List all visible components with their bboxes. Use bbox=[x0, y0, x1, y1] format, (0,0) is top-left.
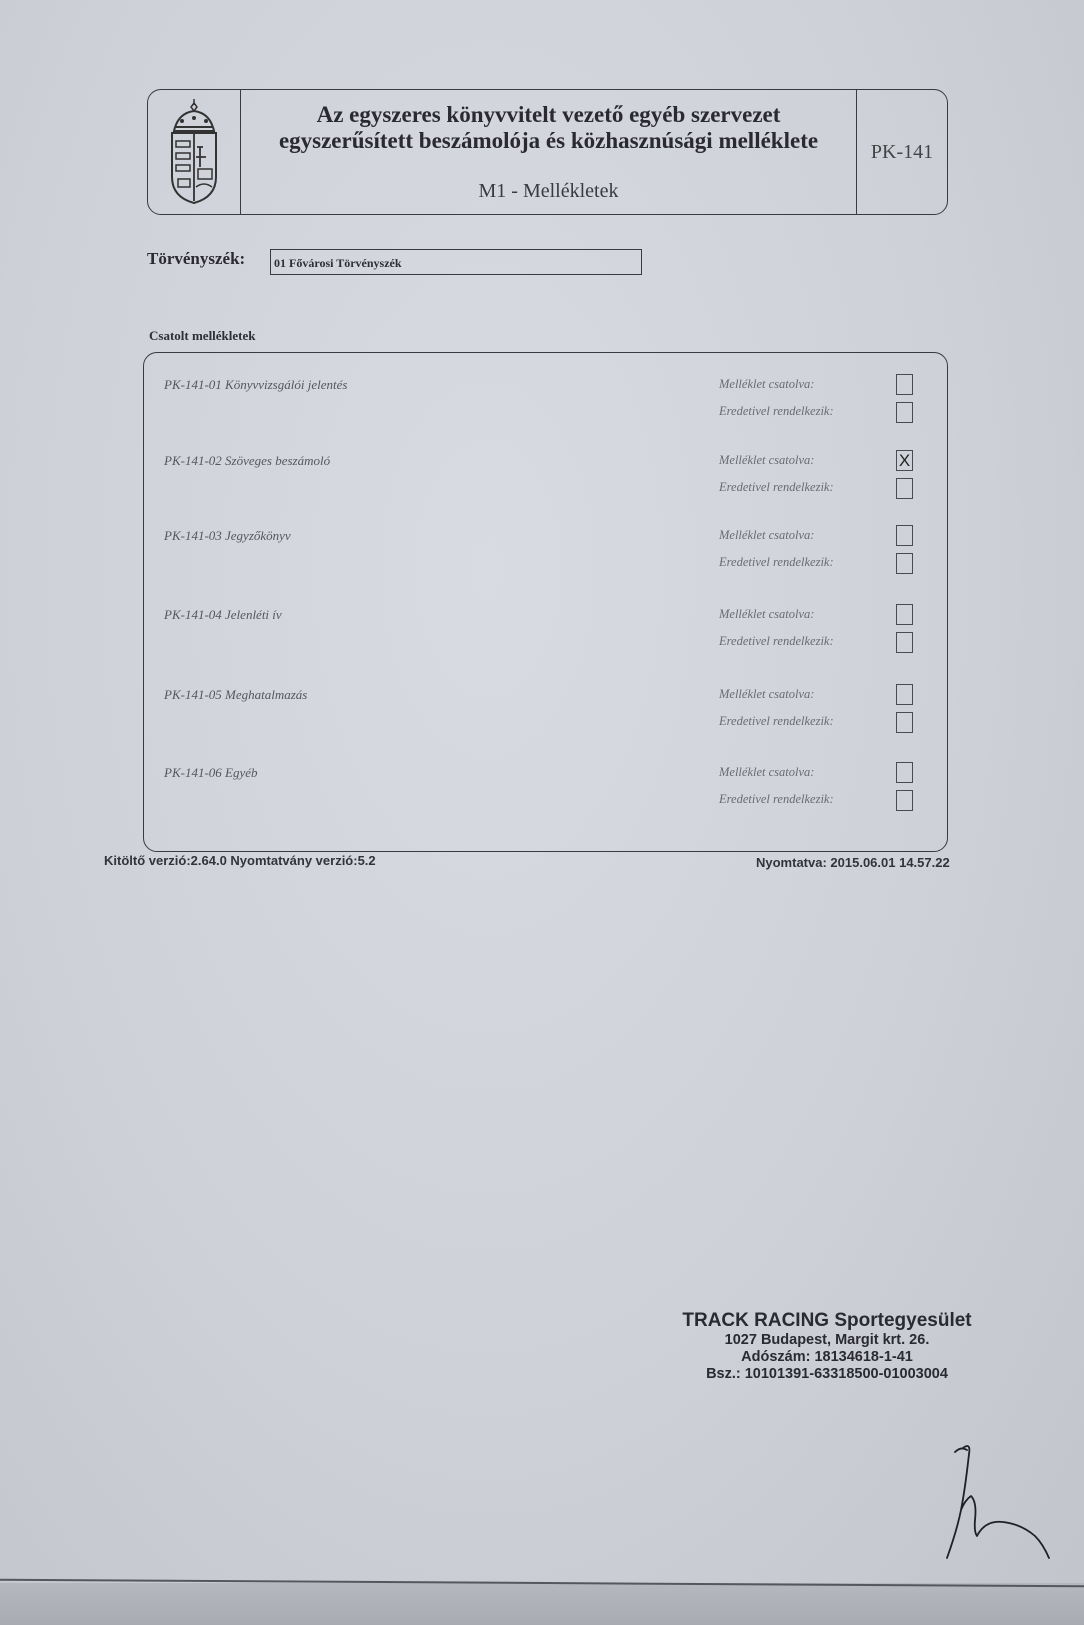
stamp-bank-account: Bsz.: 10101391-63318500-01003004 bbox=[706, 1366, 948, 1382]
form-subtitle: M1 - Mellékletek bbox=[478, 180, 619, 202]
form-title-line-2: egyszerűsített beszámolója és közhasznúsági melléklete bbox=[278, 128, 819, 153]
original-checkbox[interactable] bbox=[896, 402, 913, 423]
attached-checkbox[interactable] bbox=[896, 525, 913, 546]
attached-checkbox[interactable] bbox=[896, 374, 913, 395]
original-label: Eredetivel rendelkezik: bbox=[719, 404, 834, 418]
attached-label: Melléklet csatolva: bbox=[719, 765, 815, 779]
hungarian-coat-of-arms-icon bbox=[166, 97, 222, 207]
stamp-tax-id: Adószám: 18134618-1-41 bbox=[741, 1349, 913, 1365]
organization-stamp bbox=[662, 1310, 992, 1383]
attachment-name: PK-141-01 Könyvvizsgálói jelentés bbox=[164, 377, 348, 392]
original-label: Eredetivel rendelkezik: bbox=[719, 792, 834, 806]
original-checkbox[interactable] bbox=[896, 632, 913, 653]
attachment-row bbox=[144, 607, 947, 679]
attached-label: Melléklet csatolva: bbox=[719, 528, 815, 542]
original-label: Eredetivel rendelkezik: bbox=[719, 480, 834, 494]
attachment-row bbox=[144, 453, 947, 525]
attachment-row bbox=[144, 377, 947, 449]
attachment-row bbox=[144, 528, 947, 600]
attachment-row bbox=[144, 765, 947, 837]
original-checkbox[interactable] bbox=[896, 712, 913, 733]
original-checkbox[interactable] bbox=[896, 553, 913, 574]
attached-label: Melléklet csatolva: bbox=[719, 453, 815, 467]
court-field[interactable]: 01 Fővárosi Törvényszék bbox=[270, 249, 642, 275]
original-checkbox[interactable] bbox=[896, 478, 913, 499]
attachments-box bbox=[143, 352, 948, 852]
attached-label: Melléklet csatolva: bbox=[719, 377, 815, 391]
version-info: Kitöltő verzió:2.64.0 Nyomtatvány verzió:5.2 bbox=[104, 853, 376, 868]
attachment-name: PK-141-05 Meghatalmazás bbox=[164, 687, 308, 702]
form-header bbox=[147, 89, 948, 215]
attachment-row bbox=[144, 687, 947, 759]
original-checkbox[interactable] bbox=[896, 790, 913, 811]
attachment-name: PK-141-04 Jelenléti ív bbox=[164, 607, 282, 622]
form-code: PK-141 bbox=[856, 90, 947, 214]
handwritten-signature-icon bbox=[925, 1440, 1055, 1570]
page-bottom-edge bbox=[0, 1583, 1084, 1625]
attached-checkbox[interactable] bbox=[896, 604, 913, 625]
original-label: Eredetivel rendelkezik: bbox=[719, 634, 834, 648]
attachments-heading: Csatolt mellékletek bbox=[149, 328, 256, 343]
attached-label: Melléklet csatolva: bbox=[719, 687, 815, 701]
attachment-name: PK-141-02 Szöveges beszámoló bbox=[164, 453, 331, 468]
stamp-address: 1027 Budapest, Margit krt. 26. bbox=[724, 1332, 930, 1348]
attached-checkbox[interactable] bbox=[896, 684, 913, 705]
original-label: Eredetivel rendelkezik: bbox=[719, 555, 834, 569]
stamp-org-name: TRACK RACING Sportegyesület bbox=[682, 1310, 972, 1331]
court-label: Törvényszék: bbox=[147, 249, 246, 268]
form-title-cell bbox=[240, 90, 857, 214]
original-label: Eredetivel rendelkezik: bbox=[719, 714, 834, 728]
attached-label: Melléklet csatolva: bbox=[719, 607, 815, 621]
attachment-name: PK-141-06 Egyéb bbox=[164, 765, 258, 780]
attached-checkbox[interactable] bbox=[896, 762, 913, 783]
form-title-line-1: Az egyszeres könyvvitelt vezető egyéb szervezet bbox=[316, 102, 781, 127]
attachment-name: PK-141-03 Jegyzőkönyv bbox=[164, 528, 291, 543]
crest-cell bbox=[148, 90, 241, 214]
attached-checkbox[interactable]: X bbox=[896, 450, 913, 471]
print-timestamp: Nyomtatva: 2015.06.01 14.57.22 bbox=[756, 855, 950, 870]
